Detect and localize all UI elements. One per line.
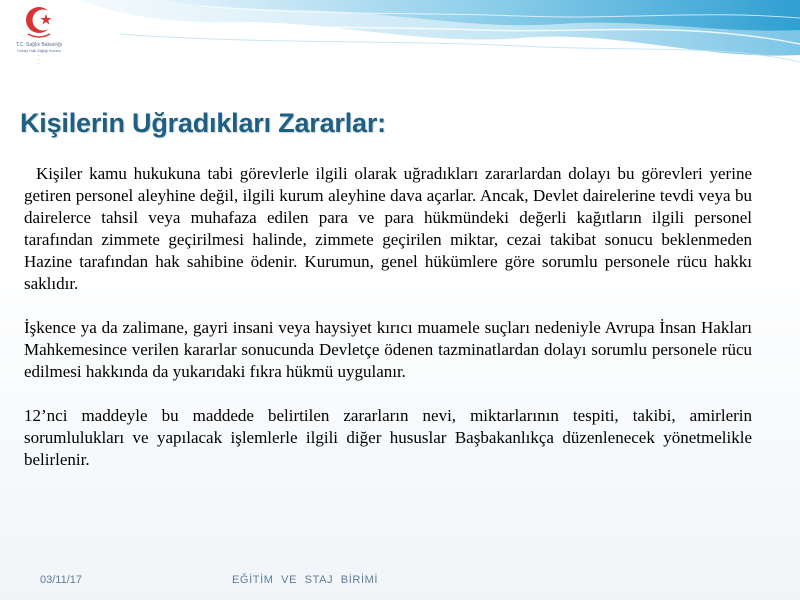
logo-text-line: T.C. Sağlık Bakanlığı [15, 42, 63, 48]
header-wave-banner [0, 0, 800, 80]
logo-text-line: ... [37, 61, 41, 65]
footer-date: 03/11/17 [40, 574, 83, 586]
logo-text-line: Türkiye Halk Sağlığı Kurumu [16, 49, 62, 53]
ministry-logo [8, 4, 70, 70]
body-paragraph: İşkence ya da zalimane, gayri insani veya haysiyet kırıcı muamele suçları nedeniyle Avrupa İnsan Hakları Mahkemesince verilen kararlar sonucunda Devletçe ödenen tazminatlardan dolayı sorumlu personele rücu edilmesi hakkında da yukarıdaki fıkra hükmü uygulanır. [24, 318, 752, 381]
slide-title: Kişilerin Uğradıkları Zararlar: [20, 108, 386, 138]
logo-text-line: ... [37, 57, 41, 61]
footer-unit-name: EĞİTİM VE STAJ BİRİMİ [232, 574, 379, 586]
logo-text-line: ... [37, 53, 41, 57]
body-paragraph: 12’nci maddeyle bu maddede belirtilen zararların nevi, miktarlarının tespiti, takibi, amirlerin sorumlulukları ve yapılacak işlemlerle ilgili diğer hususlar Başbakanlıkça düzenlenecek yönetmelikle belirlenir. [24, 406, 752, 469]
slide-body [24, 163, 752, 493]
body-paragraph: Kişiler kamu hukukuna tabi görevlerle ilgili olarak uğradıkları zararlardan dolayı bu görevleri yerine getiren personel aleyhine değil, ilgili kurum aleyhine dava açarlar. Ancak, Devlet dairelerine tevdi veya bu dairelerce tahsil veya muhafaza edilen para ve para hükmündeki değerli kağıtların ilgili personel tarafından zimmete geçirilmesi halinde, zimmete geçirilen miktar, cezai takibat sonucu beklenmeden Hazine tarafından hak sahibine ödenir. Kurumun, genel hükümlere göre sorumlu personele rücu hakkı saklıdır. [24, 164, 752, 293]
crescent-star-icon [8, 4, 70, 42]
